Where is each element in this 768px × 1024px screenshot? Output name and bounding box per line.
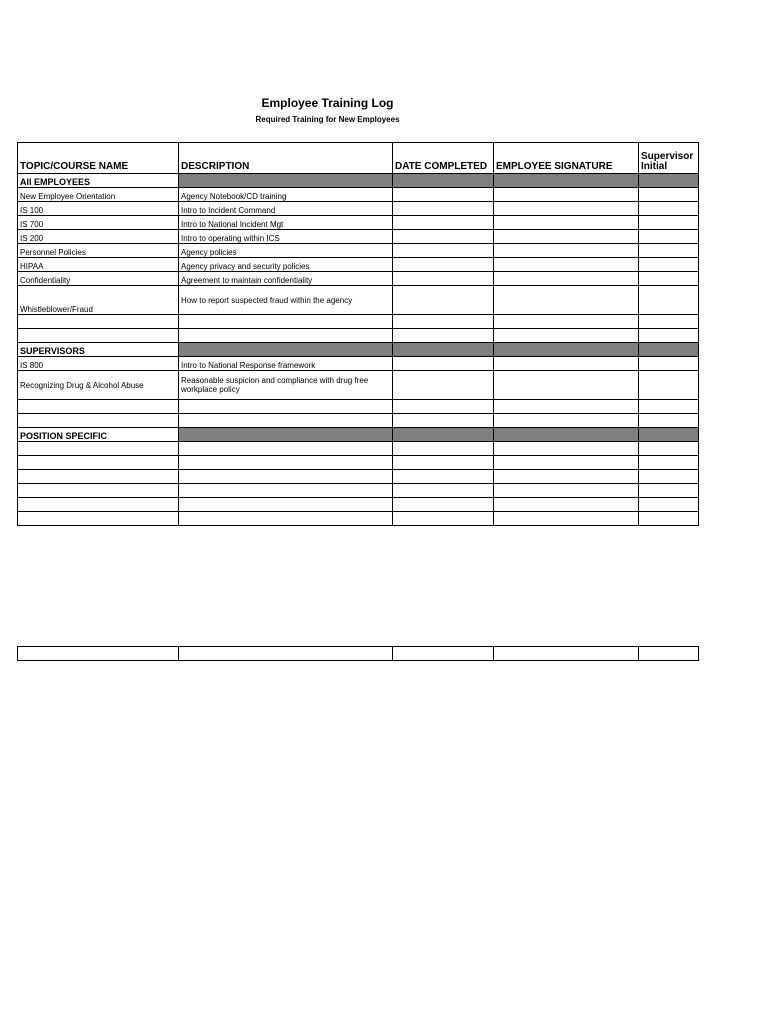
date-completed-cell[interactable] — [393, 244, 494, 258]
shaded-cell — [494, 174, 639, 188]
supervisor-initial-cell[interactable] — [639, 230, 699, 244]
supervisor-initial-cell[interactable] — [639, 286, 699, 315]
supervisor-initial-cell[interactable] — [639, 371, 699, 400]
shaded-cell — [393, 343, 494, 357]
employee-signature-cell[interactable] — [494, 286, 639, 315]
supervisor-initial-cell[interactable] — [639, 272, 699, 286]
table-row — [18, 258, 699, 272]
blank-row — [18, 442, 699, 456]
header-supervisor-line2: Initial — [641, 161, 668, 172]
employee-signature-cell[interactable] — [494, 272, 639, 286]
table-row — [18, 286, 699, 315]
employee-signature-cell[interactable] — [494, 230, 639, 244]
section-label: POSITION SPECIFIC — [18, 428, 179, 442]
supervisor-initial-cell[interactable] — [639, 188, 699, 202]
shaded-cell — [393, 174, 494, 188]
employee-signature-cell[interactable] — [494, 371, 639, 400]
shaded-cell — [393, 428, 494, 442]
topic-cell: HIPAA — [18, 258, 179, 272]
supervisor-initial-cell[interactable] — [639, 357, 699, 371]
description-cell: Reasonable suspicion and compliance with drug free workplace policy — [179, 371, 393, 400]
header-description: DESCRIPTION — [179, 143, 393, 174]
topic-cell: Confidentiality — [18, 272, 179, 286]
description-cell: Agency Notebook/CD training — [179, 188, 393, 202]
description-cell: Intro to National Response framework — [179, 357, 393, 371]
shaded-cell — [179, 428, 393, 442]
blank-row — [18, 647, 699, 661]
topic-cell: IS 700 — [18, 216, 179, 230]
date-completed-cell[interactable] — [393, 202, 494, 216]
topic-cell: Recognizing Drug & Alcohol Abuse — [18, 371, 179, 400]
shaded-cell — [494, 343, 639, 357]
topic-cell: Personnel Policies — [18, 244, 179, 258]
header-date-completed: DATE COMPLETED — [393, 143, 494, 174]
supervisor-initial-cell[interactable] — [639, 244, 699, 258]
shaded-cell — [639, 174, 699, 188]
blank-row — [18, 456, 699, 470]
supervisor-initial-cell[interactable] — [639, 258, 699, 272]
shaded-cell — [494, 428, 639, 442]
description-cell: Intro to Incident Command — [179, 202, 393, 216]
header-supervisor-line1: Supervisor — [641, 151, 694, 162]
table-row — [18, 216, 699, 230]
date-completed-cell[interactable] — [393, 272, 494, 286]
date-completed-cell[interactable] — [393, 286, 494, 315]
employee-signature-cell[interactable] — [494, 202, 639, 216]
header-topic: TOPIC/COURSE NAME — [18, 143, 179, 174]
date-completed-cell[interactable] — [393, 357, 494, 371]
topic-cell: IS 100 — [18, 202, 179, 216]
blank-row — [18, 414, 699, 428]
employee-signature-cell[interactable] — [494, 216, 639, 230]
header-row — [18, 143, 699, 174]
employee-signature-cell[interactable] — [494, 244, 639, 258]
topic-cell: New Employee Orientation — [18, 188, 179, 202]
section-label: SUPERVISORS — [18, 343, 179, 357]
section-row-supervisors — [18, 343, 699, 357]
section-label: All EMPLOYEES — [18, 174, 179, 188]
blank-row — [18, 512, 699, 526]
blank-row — [18, 470, 699, 484]
date-completed-cell[interactable] — [393, 216, 494, 230]
description-cell: Intro to operating within ICS — [179, 230, 393, 244]
topic-cell: IS 800 — [18, 357, 179, 371]
employee-signature-cell[interactable] — [494, 258, 639, 272]
shaded-cell — [179, 174, 393, 188]
table-row — [18, 244, 699, 258]
description-cell: How to report suspected fraud within the agency — [179, 286, 393, 315]
table-row — [18, 371, 699, 400]
description-cell: Agency policies — [179, 244, 393, 258]
topic-cell: Whistleblower/Fraud — [18, 286, 179, 315]
employee-signature-cell[interactable] — [494, 357, 639, 371]
page-title: Employee Training Log — [261, 96, 394, 110]
shaded-cell — [639, 343, 699, 357]
table-row — [18, 230, 699, 244]
blank-row — [18, 400, 699, 414]
description-cell: Intro to National Incident Mgt — [179, 216, 393, 230]
description-cell: Agency privacy and security policies — [179, 258, 393, 272]
topic-cell: IS 200 — [18, 230, 179, 244]
table-row — [18, 272, 699, 286]
blank-row — [18, 484, 699, 498]
header-supervisor-initial — [639, 143, 699, 174]
description-cell: Agreement to maintain confidentiality — [179, 272, 393, 286]
table-row — [18, 357, 699, 371]
date-completed-cell[interactable] — [393, 371, 494, 400]
date-completed-cell[interactable] — [393, 230, 494, 244]
shaded-cell — [639, 428, 699, 442]
section-row-position-specific — [18, 428, 699, 442]
table-row — [18, 188, 699, 202]
shaded-cell — [179, 343, 393, 357]
blank-row — [18, 498, 699, 512]
supervisor-initial-cell[interactable] — [639, 202, 699, 216]
page-subtitle: Required Training for New Employees — [255, 115, 400, 124]
training-log-table — [17, 142, 699, 526]
blank-row — [18, 315, 699, 329]
header-employee-signature: EMPLOYEE SIGNATURE — [494, 143, 639, 174]
section-row-all-employees — [18, 174, 699, 188]
table-row — [18, 202, 699, 216]
blank-row — [18, 329, 699, 343]
supervisor-initial-cell[interactable] — [639, 216, 699, 230]
extra-blank-row-table — [17, 646, 699, 661]
date-completed-cell[interactable] — [393, 188, 494, 202]
date-completed-cell[interactable] — [393, 258, 494, 272]
employee-signature-cell[interactable] — [494, 188, 639, 202]
